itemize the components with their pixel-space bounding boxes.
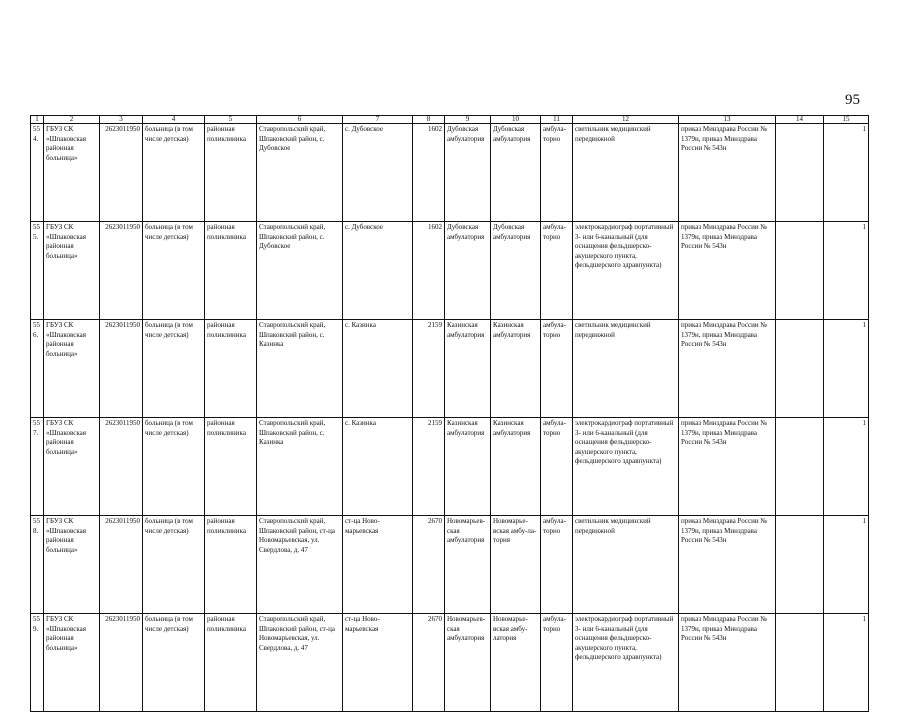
population: 2670 — [413, 614, 445, 712]
care-mode: амбула-торно — [541, 418, 573, 516]
org-code: 2623011950 — [100, 124, 143, 222]
organization-name: ГБУЗ СК «Шпаковская районная больница» — [44, 320, 100, 418]
subunit-name: Казинская амбулатория — [491, 320, 541, 418]
department: районная поликлиника — [205, 320, 257, 418]
population: 2159 — [413, 418, 445, 516]
column-14-value — [776, 614, 824, 712]
table-row — [31, 418, 869, 516]
care-mode: амбула-торно — [541, 222, 573, 320]
facility-type: больница (в том числе детская) — [143, 222, 205, 320]
department: районная поликлиника — [205, 418, 257, 516]
facility-type: больница (в том числе детская) — [143, 614, 205, 712]
address: Ставропольский край, Шпаковский район, с. Казинка — [257, 320, 343, 418]
address: Ставропольский край, Шпаковский район, ст-ца Новомарьевская, ул. Свердлова, д. 47 — [257, 614, 343, 712]
settlement: с. Казинка — [343, 418, 413, 516]
organization-name: ГБУЗ СК «Шпаковская районная больница» — [44, 124, 100, 222]
column-number: 8 — [413, 116, 445, 124]
quantity: 1 — [824, 124, 869, 222]
column-number: 10 — [491, 116, 541, 124]
facility-type: больница (в том числе детская) — [143, 320, 205, 418]
department: районная поликлиника — [205, 614, 257, 712]
department: районная поликлиника — [205, 516, 257, 614]
column-number: 5 — [205, 116, 257, 124]
settlement: ст-ца Ново-марьевская — [343, 614, 413, 712]
org-code: 2623011950 — [100, 320, 143, 418]
facility-type: больница (в том числе детская) — [143, 418, 205, 516]
table-row — [31, 222, 869, 320]
equipment-name: электрокардиограф портативный 3- или 6-канальный (для оснащения фельдшерско-акушерского пункта, фельдшерского здравпункта) — [573, 614, 679, 712]
regulation-order: приказ Минздрава России № 1379н, приказ Минздрава России № 543н — [679, 222, 776, 320]
quantity: 1 — [824, 418, 869, 516]
care-mode: амбула-торно — [541, 124, 573, 222]
regulation-order: приказ Минздрава России № 1379н, приказ Минздрава России № 543н — [679, 124, 776, 222]
subunit-name: Казинская амбулатория — [491, 418, 541, 516]
page-number: 95 — [845, 92, 860, 108]
unit-name: Казинская амбулатория — [445, 320, 491, 418]
equipment-table — [30, 115, 869, 712]
org-code: 2623011950 — [100, 516, 143, 614]
address: Ставропольский край, Шпаковский район, с. Дубовское — [257, 124, 343, 222]
care-mode: амбула-торно — [541, 614, 573, 712]
org-code: 2623011950 — [100, 222, 143, 320]
population: 2670 — [413, 516, 445, 614]
column-number: 3 — [100, 116, 143, 124]
column-number: 12 — [573, 116, 679, 124]
settlement: с. Казинка — [343, 320, 413, 418]
address: Ставропольский край, Шпаковский район, с. Казинка — [257, 418, 343, 516]
table-row — [31, 614, 869, 712]
column-14-value — [776, 222, 824, 320]
column-number: 2 — [44, 116, 100, 124]
population: 1602 — [413, 222, 445, 320]
column-14-value — [776, 124, 824, 222]
table-row — [31, 124, 869, 222]
regulation-order: приказ Минздрава России № 1379н, приказ Минздрава России № 543н — [679, 320, 776, 418]
organization-name: ГБУЗ СК «Шпаковская районная больница» — [44, 614, 100, 712]
table-row — [31, 320, 869, 418]
unit-name: Казинская амбулатория — [445, 418, 491, 516]
equipment-name: светильник медицинский передвижной — [573, 320, 679, 418]
address: Ставропольский край, Шпаковский район, с. Дубовское — [257, 222, 343, 320]
column-number: 4 — [143, 116, 205, 124]
column-number: 1 — [31, 116, 44, 124]
equipment-name: электрокардиограф портативный 3- или 6-канальный (для оснащения фельдшерско-акушерского пункта, фельдшерского здравпункта) — [573, 222, 679, 320]
quantity: 1 — [824, 614, 869, 712]
org-code: 2623011950 — [100, 418, 143, 516]
subunit-name: Новомарье-вская амбу-латория — [491, 614, 541, 712]
population: 1602 — [413, 124, 445, 222]
row-number: 557. — [31, 418, 44, 516]
equipment-name: электрокардиограф портативный 3- или 6-канальный (для оснащения фельдшерско-акушерского пункта, фельдшерского здравпункта) — [573, 418, 679, 516]
quantity: 1 — [824, 320, 869, 418]
regulation-order: приказ Минздрава России № 1379н, приказ Минздрава России № 543н — [679, 418, 776, 516]
department: районная поликлиника — [205, 222, 257, 320]
column-number: 13 — [679, 116, 776, 124]
subunit-name: Дубовская амбулатория — [491, 222, 541, 320]
care-mode: амбула-торно — [541, 320, 573, 418]
row-number: 554. — [31, 124, 44, 222]
row-number: 555. — [31, 222, 44, 320]
row-number: 558. — [31, 516, 44, 614]
organization-name: ГБУЗ СК «Шпаковская районная больница» — [44, 516, 100, 614]
unit-name: Дубовская амбулатория — [445, 124, 491, 222]
quantity: 1 — [824, 222, 869, 320]
settlement: с. Дубовское — [343, 124, 413, 222]
regulation-order: приказ Минздрава России № 1379н, приказ Минздрава России № 543н — [679, 614, 776, 712]
column-number-row — [31, 116, 869, 124]
column-number: 14 — [776, 116, 824, 124]
equipment-name: светильник медицинский передвижной — [573, 124, 679, 222]
column-14-value — [776, 320, 824, 418]
column-number: 9 — [445, 116, 491, 124]
facility-type: больница (в том числе детская) — [143, 124, 205, 222]
organization-name: ГБУЗ СК «Шпаковская районная больница» — [44, 418, 100, 516]
org-code: 2623011950 — [100, 614, 143, 712]
column-number: 6 — [257, 116, 343, 124]
address: Ставропольский край, Шпаковский район, ст-ца Новомарьевская, ул. Свердлова, д. 47 — [257, 516, 343, 614]
care-mode: амбула-торно — [541, 516, 573, 614]
column-number: 15 — [824, 116, 869, 124]
subunit-name: Дубовская амбулатория — [491, 124, 541, 222]
population: 2159 — [413, 320, 445, 418]
unit-name: Новомарьев-ская амбулатория — [445, 516, 491, 614]
subunit-name: Новомарье-вская амбу-ла-тория — [491, 516, 541, 614]
unit-name: Дубовская амбулатория — [445, 222, 491, 320]
department: районная поликлиника — [205, 124, 257, 222]
row-number: 556. — [31, 320, 44, 418]
regulation-order: приказ Минздрава России № 1379н, приказ Минздрава России № 543н — [679, 516, 776, 614]
facility-type: больница (в том числе детская) — [143, 516, 205, 614]
organization-name: ГБУЗ СК «Шпаковская районная больница» — [44, 222, 100, 320]
column-number: 11 — [541, 116, 573, 124]
row-number: 559. — [31, 614, 44, 712]
unit-name: Новомарьев-ская амбулатория — [445, 614, 491, 712]
settlement: с. Дубовское — [343, 222, 413, 320]
table-row — [31, 516, 869, 614]
column-14-value — [776, 418, 824, 516]
column-14-value — [776, 516, 824, 614]
column-number: 7 — [343, 116, 413, 124]
settlement: ст-ца Ново-марьевская — [343, 516, 413, 614]
quantity: 1 — [824, 516, 869, 614]
equipment-name: светильник медицинский передвижной — [573, 516, 679, 614]
